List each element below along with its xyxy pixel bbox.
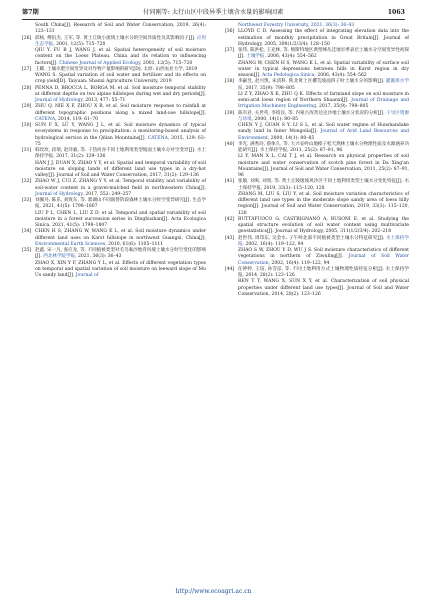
reference-number: [32] xyxy=(22,179,32,185)
reference-text: SUN F X, LÜ Y, WANG J L, et al. Soil moisture dynamics of typical ecosystems in response to precipitation: a monitoring-based analysis of hydrological service in the Qilian Mountains[J]. xyxy=(35,123,206,141)
reference-continuation[interactable]: Northwest Forestry University, 2021, 36(3): 36–43 xyxy=(238,23,355,28)
reference-continuation: South China[J]. Research of Soil and Water Conservation, 2019, 26(4): 123–131 xyxy=(35,23,206,35)
reference-number: [29] xyxy=(22,104,32,110)
reference-text: QIU Y, FU B J, WANG J, et al. Spatial heterogeneity of soil moisture content on the Loess Plateau, China and its relation to influencing factors[J]. xyxy=(35,48,206,66)
reference-column-right xyxy=(225,23,409,298)
reference-text: , 2017, 35(9): 798–805 xyxy=(242,85,295,91)
reference-item xyxy=(225,142,409,180)
journal-link[interactable]: Journal of xyxy=(75,273,99,278)
reference-item xyxy=(225,79,409,110)
reference-number: [31] xyxy=(22,148,32,153)
journal-link[interactable]: Environmental Earth Sciences xyxy=(35,241,106,247)
reference-text: , 2021, 36(3): 36–43 xyxy=(75,254,122,260)
reference-item xyxy=(22,67,206,86)
reference-text: REN T T, WANG X, SUN X Y, et al. Characterization of soil physical properties under different land use types[J]. Journal of Soil and Water Conservation, 2014, 28(2): 123–126 xyxy=(238,279,409,297)
reference-text: CHEN H S, ZHANG W, WANG K L, et al. Soil moisture dynamics under different land uses on Karst hillslope in northwest Guangxi, China[J]. xyxy=(35,229,206,241)
reference-text: , 2000, 14(1): 80–85 xyxy=(267,135,315,141)
journal-link[interactable]: 干旱区资源与环境 xyxy=(238,110,409,122)
reference-text: 王耀. 土壤水肥空间变异及对作物产量影响的研究[D]. 太原: 山西农业大学, 2019 xyxy=(35,66,198,72)
reference-text: 异质性及其影响因子[J]. xyxy=(147,35,197,41)
reference-text: LI Y, MAN X L, CAI T J, et al. Research on physical properties of soil moisture and water conservation of scotch pine forest in Da Xing'an Mountains[J]. Journal of Soil and Water Conservation, 2011, 25(2): 87–91, 96 xyxy=(238,154,409,178)
reference-number: [33] xyxy=(22,198,32,203)
reference-item xyxy=(225,111,409,142)
reference-number: [42] xyxy=(225,216,235,222)
reference-text: ZHANG W, CHEN H S, WANG K L, et al. Spatial variability of surface soil water in typical depressions between hills in Karst region in dry season[J]. xyxy=(238,60,409,78)
reference-text: , 2006, 43(4): 554–562 xyxy=(264,54,317,60)
reference-text: ZHU Q, NIE X F, ZHOU X B, et al. Soil moisture response to rainfall at different topographic positions along a mixed land-use hillslope[J]. xyxy=(35,104,206,116)
journal-link[interactable]: Journal of Soil Water Conservation xyxy=(238,254,409,266)
reference-item xyxy=(22,229,206,248)
reference-number: [40] xyxy=(225,141,235,147)
reference-text: 张伟, 陈洪松, 王克林, 等. 喀斯特地区典型峰丛洼地旱季表层土壤水分空间变异性初探[J]. xyxy=(238,48,409,60)
reference-text: 韩玫玫, 段瑞, 赵洋毅, 等. 干热河谷不同土地利用类型坡面土壤水分对空变异[J]. 水土保持学报, 2017, 31(2): 129–136 xyxy=(35,148,206,160)
reference-text: 赵世伟, 周印东, 吴金水. 子午岭北部不同植被类型土壤水分特征研究[J]. xyxy=(238,235,386,241)
journal-link[interactable]: 土壤学报 xyxy=(246,54,265,60)
reference-text: WANG S. Spatial variation of soil water and fertilizer and its effects on crop yield[D]. Taiyuan: Shanxi Agriculture University, 2019 xyxy=(35,73,206,85)
reference-text: , 2002, 16(4): 119–122, 94 xyxy=(242,241,304,247)
journal-link[interactable]: Journal of Hydrology xyxy=(35,191,83,197)
reference-text: , 2000, 14(1): 80–85 xyxy=(251,116,299,122)
reference-number: [44] xyxy=(225,266,235,272)
reference-number: [37] xyxy=(225,48,235,53)
reference-item xyxy=(22,179,206,198)
reference-item xyxy=(22,36,206,67)
reference-text: LIU P L, CHEN L, LIU Z D, et al. Temporal and spatial variability of soil moisture in a forest succession series in Dinghushan[J]. Acta Ecologica Sinica, 2021, 41(5): 1798–1807 xyxy=(35,210,206,228)
reference-column-left xyxy=(22,23,206,279)
reference-number: [39] xyxy=(225,110,235,116)
reference-text: ZHANG M, LIU S, LIU Y, et al. Soil moisture variation characteristics of different land use types in the moderate slope sandy area of loess hilly region[J]. Journal of Soil and Water Conservation, 2019, 33(3): 115–120, 128 xyxy=(238,191,409,216)
journal-link[interactable]: CATENA xyxy=(147,135,168,141)
reference-number: [41] xyxy=(225,179,235,185)
reference-item xyxy=(22,123,206,148)
journal-link[interactable]: Chinese Journal of Applied Ecology xyxy=(59,60,141,66)
reference-number: [38] xyxy=(225,79,235,85)
journal-link[interactable]: Journal of Arid Land Resources and Environment xyxy=(238,129,409,141)
reference-item xyxy=(22,104,206,123)
reference-number: [36] xyxy=(225,29,235,35)
reference-text: 李光, 满秀玲, 蔡体久, 等. 大兴安岭山地樟子松天然林土壤水分物理性质及水源涵养功能研究[J]. 水土保持学报, 2011, 25(2): 87–91, 96 xyxy=(238,141,409,153)
reference-text: , 2013, 477: 55–71 xyxy=(82,98,126,103)
reference-number: [35] xyxy=(22,248,32,253)
reference-text: PENNA D, BROCCA L, BORGA M, et al. Soil moisture temporal stability at different depths on two alpine hillslopes during wet and dry periods[J]. xyxy=(35,85,206,97)
journal-link[interactable]: Acta Pedologica Sinica xyxy=(262,73,315,78)
reference-text: 邱杨, 傅伯杰, 王军, 等. 黄土丘陵小流域土壤水分的空间 xyxy=(35,35,148,41)
reference-text: BUTTAFUOCO G, CASTRIGNANÒ A, BUSONI E, et al. Studying the spatial structure evolution of soil water content using multivariate geostatistics[J]. Journal of Hydrology, 2005, 311(1/2/3/4): 202–218 xyxy=(238,216,409,235)
reference-text: ZHAO W J, CUI Z, ZHANG Y Y, et al. Temporal stability and variability of soil-water content in a gravel-mulched field in northwestern China[J]. xyxy=(35,179,206,191)
journal-link[interactable]: 应用生态学报 xyxy=(35,35,206,47)
reference-text: 李嗣昱, 赵兴凯, 朱清科. 陕北黄土区撂荒坡面四子时土壤水分的影响[J]. xyxy=(238,79,386,85)
reference-item xyxy=(225,48,409,79)
footer-url[interactable]: http://www.ecoagri.ac.cn xyxy=(175,588,252,595)
reference-text: HAN J J, DUAN X, ZHAO Y Y, et al. Spatial and temporal variability of soil moisture on sloping lands of different land use types in a dry-hot valley[J]. Journal of Soil and Water Conservation, 2017, 31(2): 129–136 xyxy=(35,160,206,178)
reference-text: LLOYD C D. Assessing the effect of integrating elevation data into the estimation of monthly precipitation in Great Britain[J]. Journal of Hydrology, 2005, 308(1/2/3/4): 128–150 xyxy=(238,29,409,47)
reference-text: , 2001, 12(5): 715–720 xyxy=(53,41,106,47)
reference-number: [26] xyxy=(22,35,32,41)
reference-text: 赵鑫, 宋一凡, 张应龙, 等. 不同植被类型对毛乌素沙地背风坡土壤水分时空变化的影响[J]. xyxy=(35,248,206,260)
running-title: 付同刚等: 太行山区中段异季土壤含水量的影响因素 xyxy=(143,9,284,16)
reference-item xyxy=(22,148,206,179)
journal-link[interactable]: Journal of Drainage and Irrigation Machinery Engineering xyxy=(238,98,409,110)
reference-text: LI Z Y, ZHAO X K, ZHU Q K. Effects of farmland slope on soil moisture in semi-arid loess region of Northern Shaanxi[J]. xyxy=(238,91,409,103)
reference-text: ZHAO X, XIN Y F, ZHANG Y L, et al. Effects of different vegetation types on temporal and spatial variation of soil moisture on leeward slope of Mu Us sandy land[J]. xyxy=(35,260,206,278)
reference-text: 陈有君, 关世英, 李绍良, 等. 内蒙古浑善达克沙地土壤水分状况的分析[J]. xyxy=(238,110,387,116)
page-number: 1063 xyxy=(387,9,405,16)
reference-text: , 2015, 129: 63–75 xyxy=(35,135,206,147)
reference-text: , 2001, 12(5): 715–720 xyxy=(140,60,193,66)
reference-item xyxy=(22,198,206,229)
reference-text: ZHAO S W, ZHOU Y D, WU J S. Soil moisture characteristics of different vegetations in northern of Ziwuling[J]. xyxy=(238,248,409,260)
issue-number: 第7期 xyxy=(22,9,39,16)
reference-text: 刘佩丹, 陈乐, 刘致东, 等. 鼎湖山不同演替阶段森林土壤水分时空变异研究[J]. 生态学报, 2021, 41(5): 1798–1807 xyxy=(35,198,206,210)
reference-number: [34] xyxy=(22,229,32,235)
reference-text: , 2017, 35(9): 798–805 xyxy=(316,104,369,110)
journal-link[interactable]: 水土保持学报 xyxy=(238,235,410,247)
reference-text: 张敏, 刘爽, 刘勇, 等. 黄土丘陵缓坡风沙区不同土地利用类型土壤水分变化特征[J]. 水土保持学报, 2019, 33(3): 115–120, 128 xyxy=(238,179,409,191)
reference-item xyxy=(22,86,206,105)
journal-link[interactable]: 灌溉排水学报 xyxy=(238,79,410,91)
reference-text: , 2014, 119: 61–70 xyxy=(55,116,98,122)
reference-text: , 2010, 61(6): 1105–1111 xyxy=(105,241,164,247)
reference-item xyxy=(225,267,409,298)
reference-item xyxy=(225,179,409,217)
reference-text: CHEN Y J, GUAN S Y, LI S L, et al. Soil water regime of Hunshandake sandy land in Inner Mongolia[J]. xyxy=(238,123,409,135)
journal-link[interactable]: Journal of Hydrology xyxy=(35,98,83,103)
reference-text: , 2002, 16(4): 119–122, 94 xyxy=(268,260,330,266)
reference-item xyxy=(22,248,206,279)
journal-link[interactable]: 西北林学院学报 xyxy=(43,254,76,260)
reference-number: [30] xyxy=(22,123,32,128)
reference-item xyxy=(225,236,409,267)
reference-text: , 2017, 552: 249–257 xyxy=(82,191,132,197)
reference-text: 任婷婷, 王瑄, 孙雪彦, 等. 不同土地利用方式土壤物理性质特征分析[J]. 水土保持学报, 2014, 28(2): 123–126 xyxy=(238,266,409,278)
reference-text: , 2006, 43(4): 554–562 xyxy=(314,73,367,78)
reference-item xyxy=(225,29,409,48)
journal-link[interactable]: CATENA xyxy=(35,116,56,122)
reference-number: [28] xyxy=(22,85,32,91)
running-header xyxy=(22,7,405,20)
reference-number: [27] xyxy=(22,66,32,72)
reference-number: [43] xyxy=(225,235,235,241)
reference-item xyxy=(225,217,409,236)
